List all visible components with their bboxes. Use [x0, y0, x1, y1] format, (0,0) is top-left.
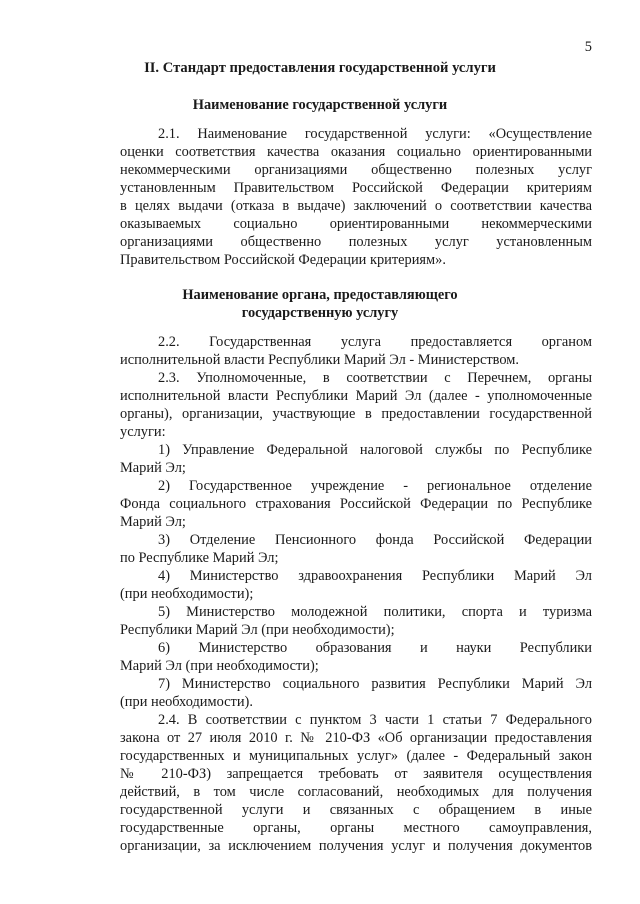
text-line: закона от 27 июля 2010 г. № 210-ФЗ «Об организации предоставления [120, 730, 592, 746]
text-line: 2.3. Уполномоченные, в соответствии с Перечнем, органы [158, 370, 592, 386]
paragraph-2-1 [120, 125, 592, 269]
text-line: государственных и муниципальных услуг» (далее - Федеральный закон [120, 748, 592, 764]
text-line: Марий Эл (при необходимости); [120, 658, 319, 674]
text-line: органы), организации, участвующие в предоставлении государственной [120, 406, 592, 422]
list-item-6: 6) Министерство образования и науки Республики [158, 640, 592, 656]
text-line: Правительством Российской Федерации критериям». [120, 252, 446, 268]
text-line: по Республике Марий Эл; [120, 550, 279, 566]
subsection-title-service-name [0, 96, 640, 114]
text-line: 2.2. Государственная услуга предоставляется органом [158, 334, 592, 350]
text-line: № 210-ФЗ) запрещается требовать от заявителя осуществления [120, 766, 592, 782]
section-title: II. Стандарт предоставления государственной услуги [144, 60, 496, 76]
text-line: государственной услуги и связанных с обращением в иные [120, 802, 592, 818]
text-line: услуги: [120, 424, 166, 440]
text-line: организации, за исключением получения услуг и получения документов [120, 838, 592, 854]
text-line: исполнительной власти Республики Марий Эл - Министерством. [120, 352, 519, 368]
text-line: Марий Эл; [120, 514, 186, 530]
list-item-3: 3) Отделение Пенсионного фонда Российской Федерации [158, 532, 592, 548]
text-line: в целях выдачи (отказа в выдаче) заключений о соответствии качества [120, 198, 592, 214]
text-line: 2.4. В соответствии с пунктом 3 части 1 статьи 7 Федерального [158, 712, 592, 728]
text-line: Фонда социального страхования Российской Федерации по Республике [120, 496, 592, 512]
text-line: (при необходимости); [120, 586, 254, 602]
text-line: исполнительной власти Республики Марий Эл (далее - уполномоченные [120, 388, 592, 404]
list-item-4: 4) Министерство здравоохранения Республики Марий Эл [158, 568, 592, 584]
list-item-5: 5) Министерство молодежной политики, спорта и туризма [158, 604, 592, 620]
subsection-title-line: Наименование органа, предоставляющего [182, 287, 458, 303]
list-item-7: 7) Министерство социального развития Республики Марий Эл [158, 676, 592, 692]
text-line: Республики Марий Эл (при необходимости); [120, 622, 395, 638]
text-line: оказываемых социально ориентированными некоммерческими [120, 216, 592, 232]
text-line: действий, в том числе согласований, необходимых для получения [120, 784, 592, 800]
text-line: государственные органы, органы местного самоуправления, [120, 820, 592, 836]
text-line: (при необходимости). [120, 694, 253, 710]
text-line: оценки соответствия качества оказания социально ориентированными [120, 144, 592, 160]
text-line: 2.1. Наименование государственной услуги: «Осуществление [158, 126, 592, 142]
paragraphs-2-2-to-2-4 [120, 333, 592, 855]
list-item-2: 2) Государственное учреждение - региональное отделение [158, 478, 592, 494]
list-item-1: 1) Управление Федеральной налоговой службы по Республике [158, 442, 592, 458]
text-line: некоммерческими организациями общественно полезных услуг [120, 162, 592, 178]
text-line: организациями общественно полезных услуг установленным [120, 234, 592, 250]
subsection-title-authority [0, 286, 640, 322]
subsection-title-line: государственную услугу [241, 305, 399, 321]
text-line: Марий Эл; [120, 460, 186, 476]
subsection-title-line: Наименование государственной услуги [192, 97, 448, 113]
text-line: установленным Правительством Российской Федерации критериям [120, 180, 592, 196]
page-number: 5 [584, 39, 592, 55]
